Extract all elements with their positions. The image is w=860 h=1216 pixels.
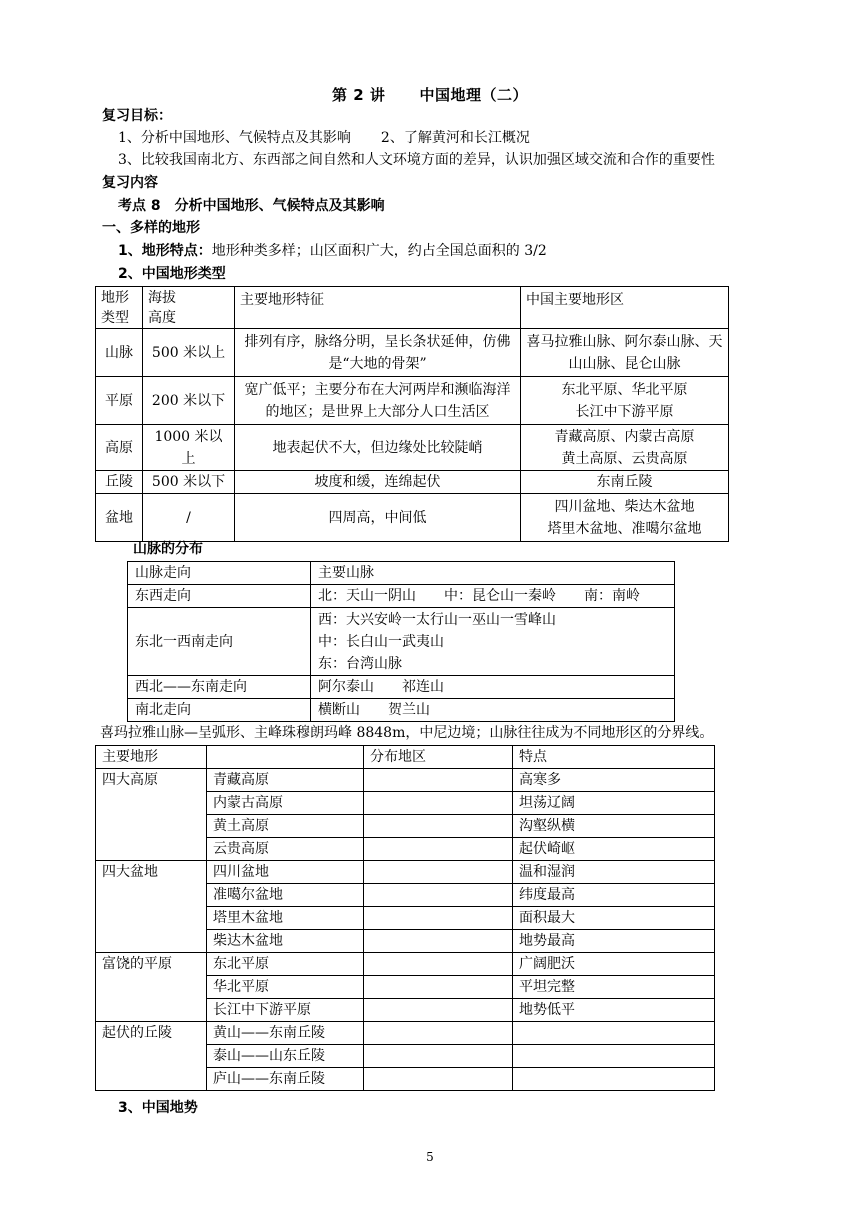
cell-distribution (364, 769, 513, 792)
cell-type: 丘陵 (96, 471, 143, 494)
terrain-feature (118, 241, 547, 261)
cell-direction: 南北走向 (128, 699, 311, 722)
table-row (96, 377, 729, 425)
cell-direction: 东北一西南走向 (128, 608, 311, 676)
cell-distribution (364, 953, 513, 976)
table-row (96, 494, 729, 542)
cell-type: 高原 (96, 425, 143, 471)
page-number: 5 (426, 1150, 434, 1164)
cell-altitude: 1000 米以上 (143, 425, 235, 471)
mountain-direction-table (127, 561, 675, 722)
header-characteristics: 特点 (513, 746, 715, 769)
cell-direction: 东西走向 (128, 585, 311, 608)
terrain-feature-text: 地形种类多样；山区面积广大，约占全国总面积的 3/2 (211, 243, 547, 259)
header-terrain-type: 地形 类型 (96, 287, 143, 329)
table-row (96, 329, 729, 377)
review-goal-3: 3、比较我国南北方、东西部之间自然和人文环境方面的差异，认识加强区域交流和合作的重要性 (118, 152, 715, 168)
cell-distribution (364, 838, 513, 861)
cell-terrain: 华北平原 (207, 976, 364, 999)
header-altitude: 海拔 高度 (143, 287, 235, 329)
cell-characteristic: 坦荡辽阔 (513, 792, 715, 815)
cell-terrain: 青藏高原 (207, 769, 364, 792)
cell-distribution (364, 999, 513, 1022)
table-row (96, 1022, 715, 1045)
cell-terrain: 庐山——东南丘陵 (207, 1068, 364, 1091)
cell-altitude: 200 米以下 (143, 377, 235, 425)
cell-regions: 喜马拉雅山脉、阿尔泰山脉、天山山脉、昆仑山脉 (521, 329, 729, 377)
group-name: 四大盆地 (96, 861, 207, 953)
header-major-terrain: 主要地形 (96, 746, 207, 769)
table-row (128, 585, 675, 608)
cell-regions: 四川盆地、柴达木盆地 塔里木盆地、准噶尔盆地 (521, 494, 729, 542)
cell-type: 平原 (96, 377, 143, 425)
review-goal-1-2 (118, 128, 530, 148)
cell-terrain: 黄山——东南丘陵 (207, 1022, 364, 1045)
cell-characteristic: 高寒多 (513, 769, 715, 792)
mountain-distribution-heading: 山脉的分布 (133, 541, 203, 557)
cell-characteristic: 地势最高 (513, 930, 715, 953)
lecture-title: 中国地理（二） (419, 86, 528, 104)
cell-distribution (364, 930, 513, 953)
cell-terrain: 泰山——山东丘陵 (207, 1045, 364, 1068)
cell-characteristic: 面积最大 (513, 907, 715, 930)
section-terrain-slope: 3、中国地势 (118, 1100, 198, 1116)
table-header-row (96, 746, 715, 769)
header-distribution: 分布地区 (364, 746, 513, 769)
group-name: 四大高原 (96, 769, 207, 861)
cell-terrain: 东北平原 (207, 953, 364, 976)
cell-terrain: 云贵高原 (207, 838, 364, 861)
header-mountains: 主要山脉 (311, 562, 675, 585)
header-main-features: 主要地形特征 (235, 287, 521, 329)
cell-feature: 排列有序，脉络分明，呈长条状延伸，仿佛是“大地的骨架” (235, 329, 521, 377)
table-row (128, 608, 675, 676)
cell-type: 山脉 (96, 329, 143, 377)
cell-characteristic: 纬度最高 (513, 884, 715, 907)
cell-terrain: 四川盆地 (207, 861, 364, 884)
page-title (0, 84, 860, 105)
header-main-regions: 中国主要地形区 (521, 287, 729, 329)
cell-feature: 四周高，中间低 (235, 494, 521, 542)
cell-mountains: 西：大兴安岭一太行山一巫山一雪峰山 中：长白山一武夷山 东：台湾山脉 (311, 608, 675, 676)
cell-distribution (364, 1022, 513, 1045)
cell-characteristic: 起伏崎岖 (513, 838, 715, 861)
header-direction: 山脉走向 (128, 562, 311, 585)
cell-characteristic (513, 1022, 715, 1045)
cell-characteristic (513, 1068, 715, 1091)
cell-distribution (364, 861, 513, 884)
cell-mountains: 北：天山一阴山 中：昆仑山一秦岭 南：南岭 (311, 585, 675, 608)
cell-distribution (364, 907, 513, 930)
table-row (96, 425, 729, 471)
cell-feature: 地表起伏不大，但边缘处比较陡峭 (235, 425, 521, 471)
cell-regions: 青藏高原、内蒙古高原 黄土高原、云贵高原 (521, 425, 729, 471)
cell-distribution (364, 815, 513, 838)
cell-terrain: 柴达木盆地 (207, 930, 364, 953)
table-row (128, 699, 675, 722)
cell-regions: 东南丘陵 (521, 471, 729, 494)
cell-characteristic: 广阔肥沃 (513, 953, 715, 976)
cell-altitude: 500 米以上 (143, 329, 235, 377)
table-row (96, 861, 715, 884)
cell-characteristic: 地势低平 (513, 999, 715, 1022)
table-row (96, 769, 715, 792)
cell-altitude: 500 米以下 (143, 471, 235, 494)
table-row (96, 953, 715, 976)
cell-distribution (364, 792, 513, 815)
cell-feature: 宽广低平；主要分布在大河两岸和濒临海洋的地区；是世界上大部分人口生活区 (235, 377, 521, 425)
table-header-row (128, 562, 675, 585)
topic-8-heading: 考点 8 分析中国地形、气候特点及其影响 (118, 198, 385, 214)
group-name: 起伏的丘陵 (96, 1022, 207, 1091)
cell-characteristic: 平坦完整 (513, 976, 715, 999)
cell-distribution (364, 976, 513, 999)
terrain-types-heading: 2、中国地形类型 (118, 266, 226, 282)
cell-regions: 东北平原、华北平原 长江中下游平原 (521, 377, 729, 425)
cell-direction: 西北——东南走向 (128, 676, 311, 699)
cell-mountains: 横断山 贺兰山 (311, 699, 675, 722)
himalaya-note: 喜玛拉雅山脉—呈弧形、主峰珠穆朗玛峰 8848m，中尼边境；山脉往往成为不同地形区的分界线。 (100, 725, 714, 741)
group-name: 富饶的平原 (96, 953, 207, 1022)
lecture-number: 第 2 讲 (332, 86, 386, 104)
table-header-row (96, 287, 729, 329)
cell-distribution (364, 1068, 513, 1091)
cell-characteristic: 温和湿润 (513, 861, 715, 884)
cell-terrain: 黄土高原 (207, 815, 364, 838)
major-terrain-table (95, 745, 715, 1091)
table-row (128, 676, 675, 699)
review-goal-1: 1、分析中国地形、气候特点及其影响 (118, 130, 351, 146)
terrain-types-table (95, 286, 729, 542)
cell-altitude: / (143, 494, 235, 542)
cell-feature: 坡度和缓，连绵起伏 (235, 471, 521, 494)
cell-characteristic: 沟壑纵横 (513, 815, 715, 838)
section-diverse-terrain: 一、多样的地形 (102, 220, 200, 236)
cell-distribution (364, 1045, 513, 1068)
table-row (96, 471, 729, 494)
terrain-feature-label: 1、地形特点： (118, 243, 212, 259)
cell-type: 盆地 (96, 494, 143, 542)
cell-terrain: 塔里木盆地 (207, 907, 364, 930)
cell-mountains: 阿尔泰山 祁连山 (311, 676, 675, 699)
review-goal-2: 2、了解黄河和长江概况 (380, 130, 530, 146)
review-content-heading: 复习内容 (102, 175, 158, 191)
cell-characteristic (513, 1045, 715, 1068)
cell-terrain: 内蒙古高原 (207, 792, 364, 815)
cell-distribution (364, 884, 513, 907)
review-goals-heading: 复习目标： (102, 108, 172, 124)
cell-terrain: 准噶尔盆地 (207, 884, 364, 907)
cell-terrain: 长江中下游平原 (207, 999, 364, 1022)
header-blank (207, 746, 364, 769)
